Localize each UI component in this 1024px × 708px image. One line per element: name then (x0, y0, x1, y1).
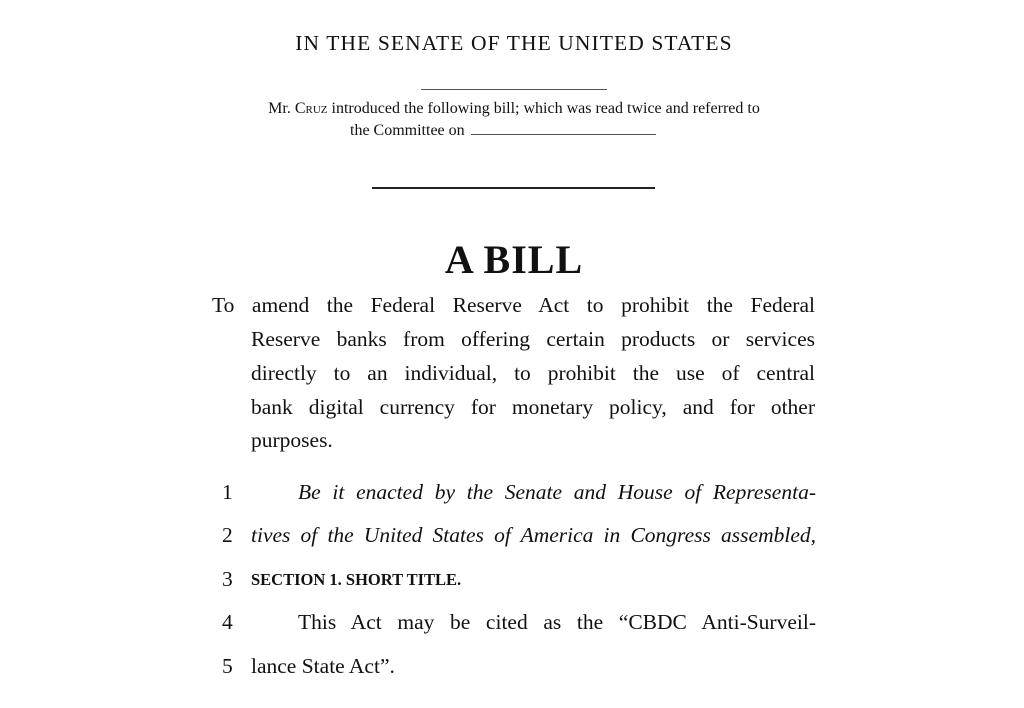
line-number: 5 (222, 654, 233, 678)
chamber-heading: IN THE SENATE OF THE UNITED STATES (295, 31, 733, 55)
section-text: This Act may be cited as the “CBDC Anti-Surveil- (298, 610, 816, 634)
line-number: 1 (222, 480, 233, 504)
bill-title-line: Reserve banks from offering certain products or services (251, 327, 815, 351)
enacting-clause: Be it enacted by the Senate and House of Representa- (298, 480, 816, 504)
line-number: 3 (222, 567, 233, 591)
committee-line (350, 122, 656, 140)
heading-rule (372, 187, 655, 189)
bill-title-line: bank digital currency for monetary policy, and for other (251, 395, 815, 419)
committee-label: the Committee on (350, 122, 465, 139)
intro-text: introduced the following bill; which was read twice and referred to (327, 100, 760, 117)
bill-title-line: To amend the Federal Reserve Act to prohibit the Federal (212, 293, 815, 317)
bill-title-line: purposes. (251, 428, 333, 452)
section-heading: SECTION 1. SHORT TITLE. (251, 570, 462, 589)
section-text: lance State Act”. (251, 654, 395, 678)
intro-prefix: Mr. (268, 100, 295, 117)
committee-blank (471, 122, 656, 135)
bill-title-line: directly to an individual, to prohibit the use of central (251, 361, 815, 385)
line-number: 2 (222, 523, 233, 547)
bill-heading: A BILL (444, 237, 584, 282)
introduction-line (0, 100, 1024, 118)
separator-line (421, 89, 607, 90)
enacting-clause: tives of the United States of America in Congress assembled, (251, 523, 816, 547)
line-number: 4 (222, 610, 233, 634)
sponsor-name: Cruz (294, 100, 328, 117)
